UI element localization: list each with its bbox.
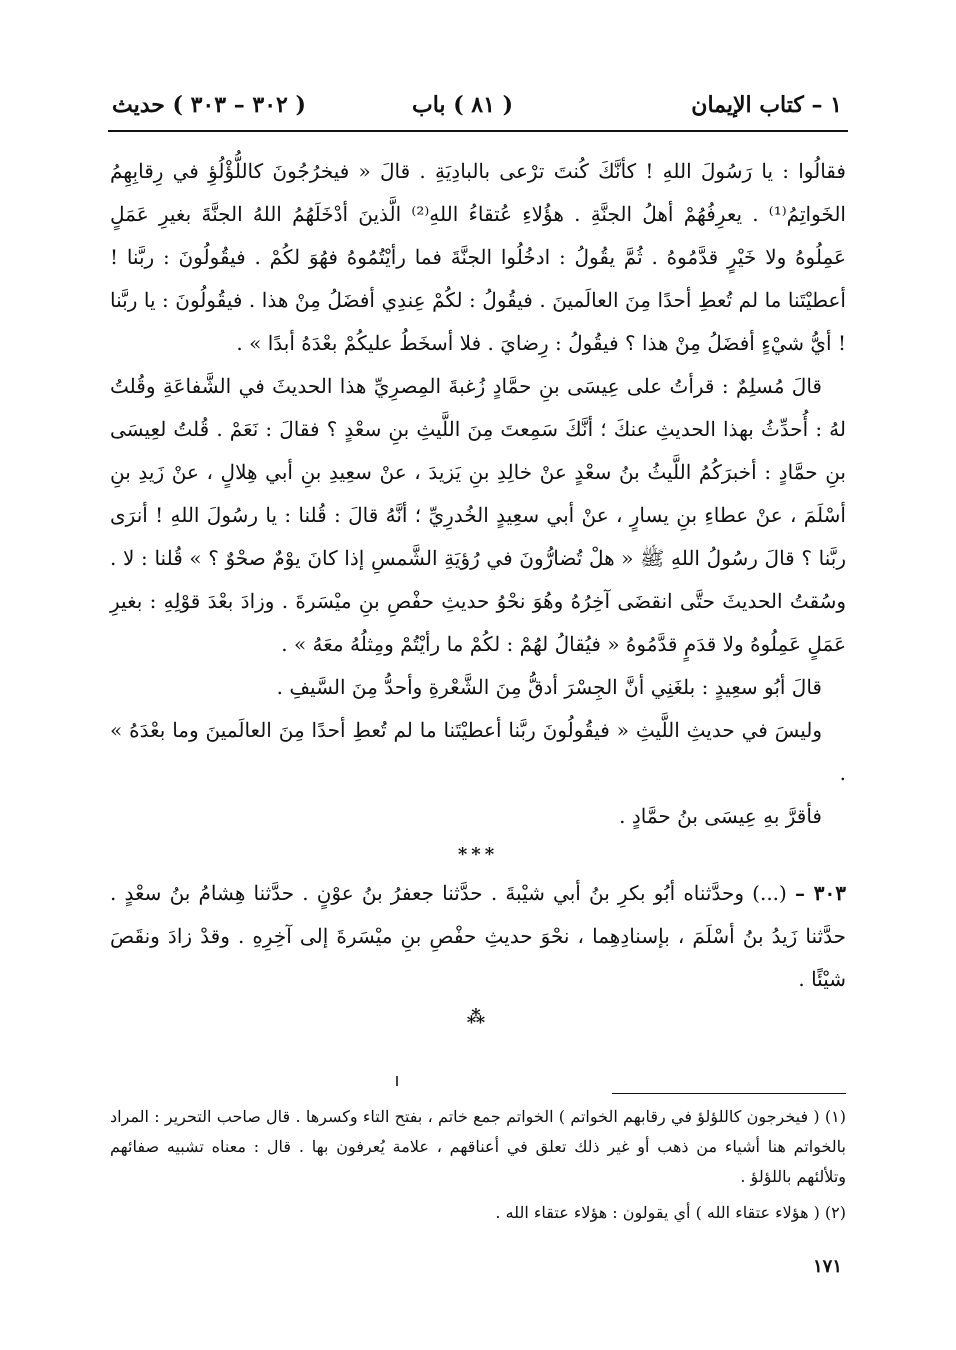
paragraph-5: فأقرَّ بهِ عِيسَى بنُ حمَّادٍ . — [619, 804, 822, 828]
footnote-rule — [612, 1093, 846, 1094]
footnote-2: (٢) ( هؤلاء عتقاء الله ) أي يقولون : هؤلاء عتقاء الله . — [495, 1203, 846, 1222]
hadith-number: ٣٠٣ – — [795, 881, 846, 905]
page-number: ١٧١ — [812, 1256, 842, 1277]
chapter-label: ( ٨١ ) باب — [412, 92, 513, 118]
main-text — [110, 150, 846, 1035]
paragraph-3: قالَ أبُو سعِيدٍ : بلغَنِي أنَّ الجِسْرَ أدقُّ مِنَ الشَّعْرةِ وأحدُّ مِنَ السَّيفِ . — [276, 675, 822, 699]
paragraph-6-text: (...) وحدَّثناه أبُو بكرِ بنُ أبي شيْبةَ . حدَّثنا جعفرُ بنُ عوْنٍ . حدَّثنا هِشامُ بنُ سعْدٍ . حدَّثنا زَيدُ بنُ أسْلَمَ ، بإسنادِهِما ، نحْوَ حديثِ حفْصِ بنِ ميْسَرةَ إلى آخِرِهِ . وقدْ زادَ ونقَصَ شيْئًا . — [110, 881, 846, 991]
hadith-range: ( ٣٠٢ – ٣٠٣ ) حديث — [112, 92, 306, 118]
page-mark — [396, 1076, 398, 1086]
running-header — [112, 92, 842, 126]
footnote-1: (١) ( فيخرجون كاللؤلؤ في رقابهم الخواتم ) الخواتم جمع خاتم ، بفتح التاء وكسرها . قال صاحب التحرير : المراد بالخواتم هنا أشياء من ذهب أو غير ذلك تعلق في أعناقهم ، علامة يُعرفون بها . قال : معناه تشبيه صفائهم وتلألئهم باللؤلؤ . — [110, 1107, 847, 1186]
header-rule — [108, 130, 848, 132]
paragraph-2: قالَ مُسلِمٌ : قرأتُ على عِيسَى بنِ حمَّادٍ زُغبةَ المِصرِيِّ هذا الحديثَ في الشَّفاعَةِ وقُلتُ لهُ : أُحدِّثُ بهذا الحديثِ عنكَ ؛ أنَّكَ سَمِعتَ مِنَ اللَّيثِ بنِ سعْدٍ ؟ فقالَ : نَعَمْ . قُلتُ لعِيسَى بنِ حمَّادٍ : أخبرَكُمُ اللَّيثُ بنُ سعْدٍ عنْ خالِدِ بنِ يَزيدَ ، عنْ سعِيدِ بنِ أبي هِلالٍ ، عنْ زَيدِ بنِ أسْلَمَ ، عنْ عطاءِ بنِ يسارٍ ، عنْ أبي سعِيدٍ الخُدرِيِّ ؛ أنَّهُ قالَ : قُلنا : يا رسُولَ اللهِ ! أنرَى ربَّنا ؟ قالَ رسُولُ اللهِ ﷺ « هلْ تُضارُّونَ في رُؤيَةِ الشَّمسِ إذا كانَ يوْمٌ صحْوٌ ؟ » قُلنا : لا . وسُقتُ الحديثَ حتَّى انقضَى آخِرُهُ وهُوَ نحْوُ حديثِ حفْصِ بنِ ميْسَرةَ . وزادَ بعْدَ قوْلِهِ : بغيرِ عَمَلٍ عَمِلُوهُ ولا قدَمٍ قدَّمُوهُ « فيُقالُ لهُمْ : لكُمْ ما رأيْتُمْ ومِثلُهُ معَهُ » . — [110, 374, 846, 656]
paragraph-1: فقالُوا : يا رَسُولَ اللهِ ! كأنَّكَ كُنتَ ترْعى بالبادِيَةِ . قالَ « فيخرُجُونَ كاللُّؤْلُؤِ في رِقابِهِمُ الخَواتِمُ⁽¹⁾ . يعرِفُهُمْ أهلُ الجنَّةِ . هؤُلاءِ عُتقاءُ اللهِ⁽²⁾ الَّذينَ أدْخَلَهُمُ اللهُ الجنَّةَ بغيرِ عَمَلٍ عَمِلُوهُ ولا خَيْرٍ قدَّمُوهُ . ثُمَّ يقُولُ : ادخُلُوا الجنَّةَ فما رأيْتُمُوهُ فهُوَ لكُمْ . فيقُولُونَ : ربَّنا ! أعطيْتَنا ما لم تُعطِ أحدًا مِنَ العالَمينَ . فيقُولُ : لكُمْ عِندِي أفضَلُ مِنْ هذا . فيقُولُونَ : يا ربَّنا ! أيُّ شيْءٍ أفضَلُ مِنْ هذا ؟ فيقُولُ : رِضايَ . فلا أسخَطُ عليكُمْ بعْدَهُ أبدًا » . — [110, 159, 846, 355]
end-separator: ⁂ — [466, 1007, 490, 1028]
section-separator: *** — [457, 844, 499, 865]
paragraph-4: وليسَ في حديثِ اللَّيثِ « فيقُولُونَ ربَّنا أعطيْتَنا ما لم تُعطِ أحدًا مِنَ العالَمينَ وما بعْدَهُ » . — [110, 718, 846, 785]
book-title: ١ – كتاب الإيمان — [691, 92, 842, 118]
paragraph-6 — [110, 872, 846, 1001]
footnotes — [110, 1102, 846, 1234]
